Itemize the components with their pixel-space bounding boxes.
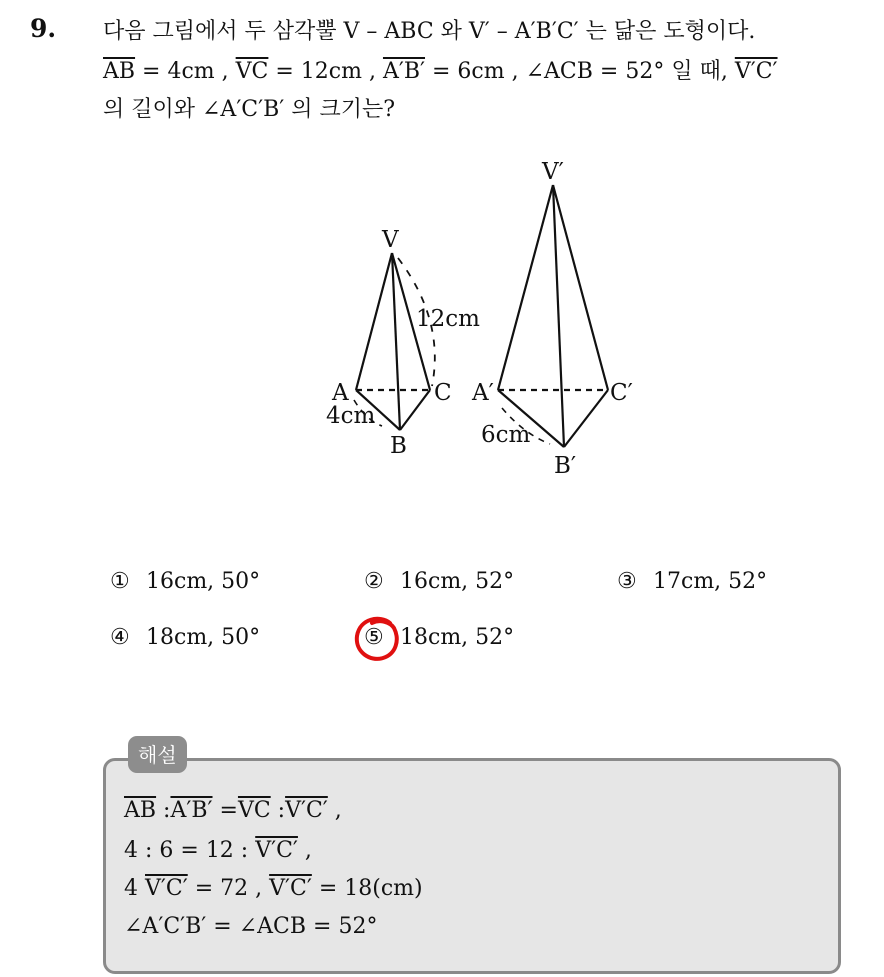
label-6cm: 6cm <box>481 422 531 448</box>
apbp-value: = 6cm , ∠ACB = 52° 일 때, <box>425 59 735 84</box>
choice-1-text: 16cm, 50° <box>146 569 261 594</box>
solution-line-1 <box>124 798 342 823</box>
edge-vpap <box>498 185 553 390</box>
sol-line-1-end: , <box>327 798 342 823</box>
choice-2[interactable] <box>364 569 514 594</box>
question-number: 9. <box>30 14 57 43</box>
sol-segment-vc: $\overline{VC}$ <box>237 798 271 823</box>
sol-sep-2: = <box>212 798 238 823</box>
sol-sep-1: : <box>156 798 171 823</box>
choice-3-number: ③ <box>617 569 637 594</box>
large-pyramid <box>498 185 608 447</box>
choice-2-text: 16cm, 52° <box>400 569 515 594</box>
label-a: A <box>332 380 349 406</box>
choice-1[interactable] <box>110 569 260 594</box>
choice-1-number: ① <box>110 569 130 594</box>
pyramid-figure <box>310 150 650 490</box>
label-cp: C′ <box>610 380 633 406</box>
edge-cb <box>400 390 430 430</box>
label-v: V <box>382 227 399 253</box>
solution-box <box>103 758 841 974</box>
vc-value: = 12cm , <box>268 59 383 84</box>
solution-line-4: ∠A′C′B′ = ∠ACB = 52° <box>124 914 378 939</box>
edge-va <box>356 253 392 390</box>
solution-line-3 <box>124 876 423 901</box>
sol-sep-3: : <box>270 798 286 823</box>
sol-segment-apbp: A′B′ <box>170 798 213 823</box>
sol-line-3-pre: 4 <box>124 876 145 901</box>
question-line-3: 의 길이와 ∠A′C′B′ 의 크기는? <box>103 97 396 122</box>
edge-vpbp <box>553 185 564 447</box>
sol-line-3-mid: = 72 , <box>187 876 270 901</box>
solution-line-2 <box>124 838 312 863</box>
sol-line-2-pre: 4 : 6 = 12 : <box>124 838 256 863</box>
question-line-2 <box>103 54 778 85</box>
label-c: C <box>434 380 452 406</box>
choice-5-text: 18cm, 52° <box>400 625 515 650</box>
segment-apbp: A′B′ <box>382 59 426 84</box>
choice-4[interactable] <box>110 625 260 650</box>
sol-line-3-vpcp: V′C′ <box>145 876 188 901</box>
choice-5-number: ⑤ <box>364 625 384 650</box>
segment-ab: $\overline{AB}$ <box>103 59 136 84</box>
edge-cpbp <box>564 390 608 447</box>
answer-circle-mark-icon <box>352 614 404 666</box>
label-b: B <box>390 433 407 459</box>
sol-segment-vpcp: V′C′ <box>285 798 328 823</box>
label-bp: B′ <box>554 453 577 479</box>
sol-line-2-vpcp: V′C′ <box>255 838 298 863</box>
label-4cm: 4cm <box>326 403 376 429</box>
segment-vc: $\overline{VC}$ <box>235 59 269 84</box>
sol-line-3-vpcp-2: V′C′ <box>269 876 312 901</box>
label-ap: A′ <box>472 380 494 406</box>
solution-label: 해설 <box>128 736 187 773</box>
ab-value: = 4cm , <box>135 59 236 84</box>
question-line-1: 다음 그림에서 두 삼각뿔 V – ABC 와 V′ – A′B′C′ 는 닮은 도형이다. <box>103 19 756 44</box>
choice-3-text: 17cm, 52° <box>653 569 768 594</box>
choice-4-text: 18cm, 50° <box>146 625 261 650</box>
choice-3[interactable] <box>617 569 767 594</box>
choice-2-number: ② <box>364 569 384 594</box>
sol-line-3-end: = 18(cm) <box>311 876 423 901</box>
label-vp: V′ <box>542 159 564 185</box>
segment-vpcp: V′C′ <box>734 59 778 84</box>
sol-segment-ab: $\overline{AB}$ <box>124 798 157 823</box>
label-12cm: 12cm <box>416 306 480 332</box>
sol-line-2-end: , <box>297 838 312 863</box>
choice-4-number: ④ <box>110 625 130 650</box>
